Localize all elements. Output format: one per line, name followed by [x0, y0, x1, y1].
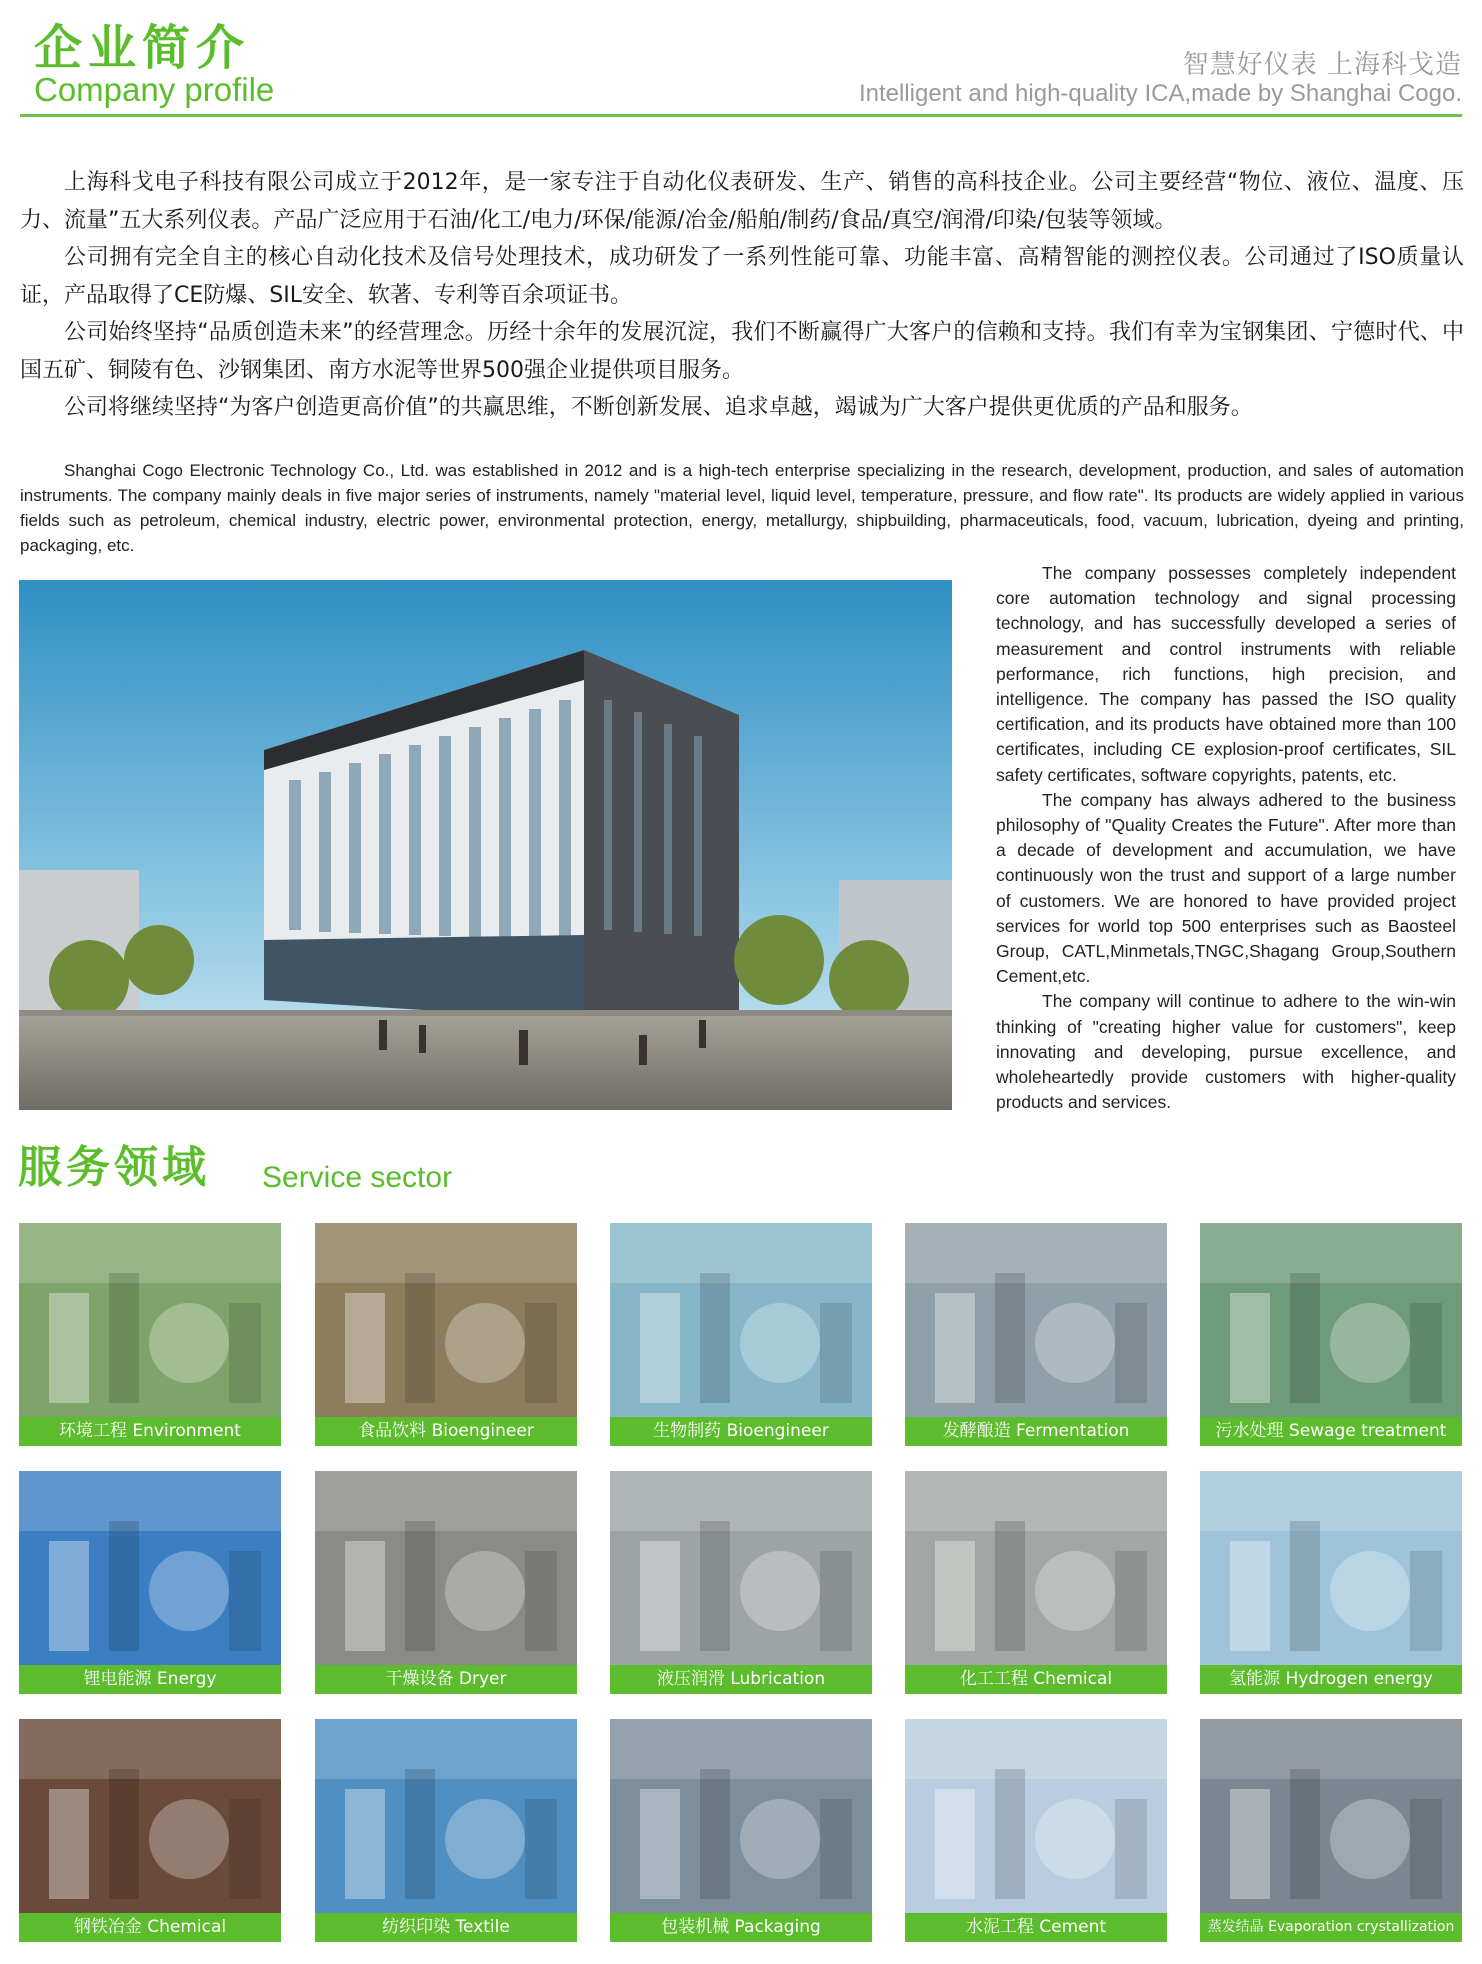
service-tile-label: 污水处理 Sewage treatment [1200, 1417, 1462, 1446]
service-tile [19, 1471, 281, 1694]
intro-cn-paragraph: 上海科戈电子科技有限公司成立于2012年，是一家专注于自动化仪表研发、生产、销售的高科技企业。公司主要经营“物位、液位、温度、压力、流量”五大系列仪表。产品广泛应用于石油/化工/电力/环保/能源/冶金/船舶/制药/食品/真空/润滑/印染/包装等领域。 [20, 170, 1464, 233]
hydraulic-cylinders-icon [610, 1471, 872, 1694]
cement-plant-icon [905, 1719, 1167, 1942]
description-paragraph: The company will continue to adhere to the win-win thinking of "creating higher value for customers", keep innovating and developing, pursue excellence, and wholeheartedly provide customers with higher-quality products and services. [996, 991, 1456, 1113]
service-tile [610, 1471, 872, 1694]
service-tile [19, 1719, 281, 1942]
service-tile-label: 氢能源 Hydrogen energy [1200, 1665, 1462, 1694]
intro-en [20, 458, 1464, 558]
service-tile-label: 液压润滑 Lubrication [610, 1665, 872, 1694]
service-tile [1200, 1719, 1462, 1942]
page-title-cn: 企业简介 [34, 20, 251, 76]
service-tile [315, 1471, 577, 1694]
sewage-plant-aerial-icon [1200, 1223, 1462, 1446]
service-tile-label: 食品饮料 Bioengineer [315, 1417, 577, 1446]
company-description-en [996, 561, 1456, 1115]
fermentation-tanks-icon [905, 1223, 1167, 1446]
service-tile [315, 1223, 577, 1446]
slogan-en: Intelligent and high-quality ICA,made by Shanghai Cogo. [858, 80, 1462, 107]
intro-cn-paragraph: 公司始终坚持“品质创造未来”的经营理念。历经十余年的发展沉淀，我们不断赢得广大客户的信赖和支持。我们有幸为宝钢集团、宁德时代、中国五矿、铜陵有色、沙钢集团、南方水泥等世界500强企业提供项目服务。 [20, 320, 1464, 383]
service-tile-label: 钢铁冶金 Chemical [19, 1913, 281, 1942]
building-illustration [19, 580, 952, 1110]
page-title-en: Company profile [34, 71, 275, 108]
service-tile-label: 发酵酿造 Fermentation [905, 1417, 1167, 1446]
description-paragraph: The company has always adhered to the business philosophy of "Quality Creates the Future". After more than a decade of development and accumulation, we have continuously won the trust and support of a large number of customers. We are honored to have provided project services for world top 500 enterprises such as Baosteel Group, CATL,Minmetals,TNGC,Shagang Group,Southern Cement,etc. [996, 789, 1456, 987]
hydrogen-storage-icon [1200, 1471, 1462, 1694]
chemical-silo-icon [905, 1471, 1167, 1694]
battery-chip-icon [19, 1471, 281, 1694]
service-tile [315, 1719, 577, 1942]
service-tile-label: 水泥工程 Cement [905, 1913, 1167, 1942]
service-tile [1200, 1471, 1462, 1694]
steel-furnace-icon [19, 1719, 281, 1942]
service-tile [905, 1223, 1167, 1446]
section-title-en: Service sector [262, 1161, 453, 1194]
power-plant-aerial-icon [19, 1223, 281, 1446]
service-tile [1200, 1223, 1462, 1446]
intro-cn [20, 164, 1464, 427]
service-tile-label: 环境工程 Environment [19, 1417, 281, 1446]
service-tile [610, 1223, 872, 1446]
packaging-machine-icon [610, 1719, 872, 1942]
page-header [20, 14, 1462, 118]
description-paragraph: The company possesses completely independent core automation technology and signal processing technology, and has successfully developed a series of measurement and control instruments with reliable performance, rich functions, high precision, and intelligence. The company has passed the ISO quality certification, and its products have obtained more than 100 certificates, including CE explosion-proof certificates, SIL safety certificates, software copyrights, patents, etc. [996, 563, 1456, 785]
food-production-line-icon [315, 1223, 577, 1446]
evaporation-plant-icon [1200, 1719, 1462, 1942]
textile-rollers-icon [315, 1719, 577, 1942]
service-tile [905, 1719, 1167, 1942]
pharma-lab-icon [610, 1223, 872, 1446]
intro-en-paragraph: Shanghai Cogo Electronic Technology Co., Ltd. was established in 2012 and is a high-tech enterprise specializing in the research, development, production, and sales of automation instruments. The company mainly deals in five major series of instruments, namely "material level, liquid level, temperature, pressure, and flow rate". Its products are widely applied in various fields such as petroleum, chemical industry, electric power, environmental protection, energy, metallurgy, shipbuilding, pharmaceuticals, food, vacuum, lubrication, dyeing and printing, packaging, etc. [20, 461, 1464, 555]
dryer-vessel-icon [315, 1471, 577, 1694]
intro-cn-paragraph: 公司拥有完全自主的核心自动化技术及信号处理技术，成功研发了一系列性能可靠、功能丰富、高精智能的测控仪表。公司通过了ISO质量认证，产品取得了CE防爆、SIL安全、软著、专利等百余项证书。 [20, 245, 1464, 308]
service-tile-label: 包装机械 Packaging [610, 1913, 872, 1942]
slogan-cn: 智慧好仪表 上海科戈造 [1182, 50, 1462, 80]
service-tile-label: 干燥设备 Dryer [315, 1665, 577, 1694]
service-tile [905, 1471, 1167, 1694]
company-building-image [19, 580, 952, 1110]
service-tile [19, 1223, 281, 1446]
service-tile [610, 1719, 872, 1942]
section-title-cn: 服务领域 [18, 1142, 210, 1193]
intro-cn-paragraph: 公司将继续坚持“为客户创造更高价值”的共赢思维，不断创新发展、追求卓越，竭诚为广大客户提供更优质的产品和服务。 [64, 395, 1253, 420]
service-tile-label: 生物制药 Bioengineer [610, 1417, 872, 1446]
service-tile-label: 化工工程 Chemical [905, 1665, 1167, 1694]
service-tile-label: 锂电能源 Energy [19, 1665, 281, 1694]
service-tile-label: 蒸发结晶 Evaporation crystallization [1200, 1913, 1462, 1942]
header-divider [20, 114, 1462, 117]
service-tile-label: 纺织印染 Textile [315, 1913, 577, 1942]
